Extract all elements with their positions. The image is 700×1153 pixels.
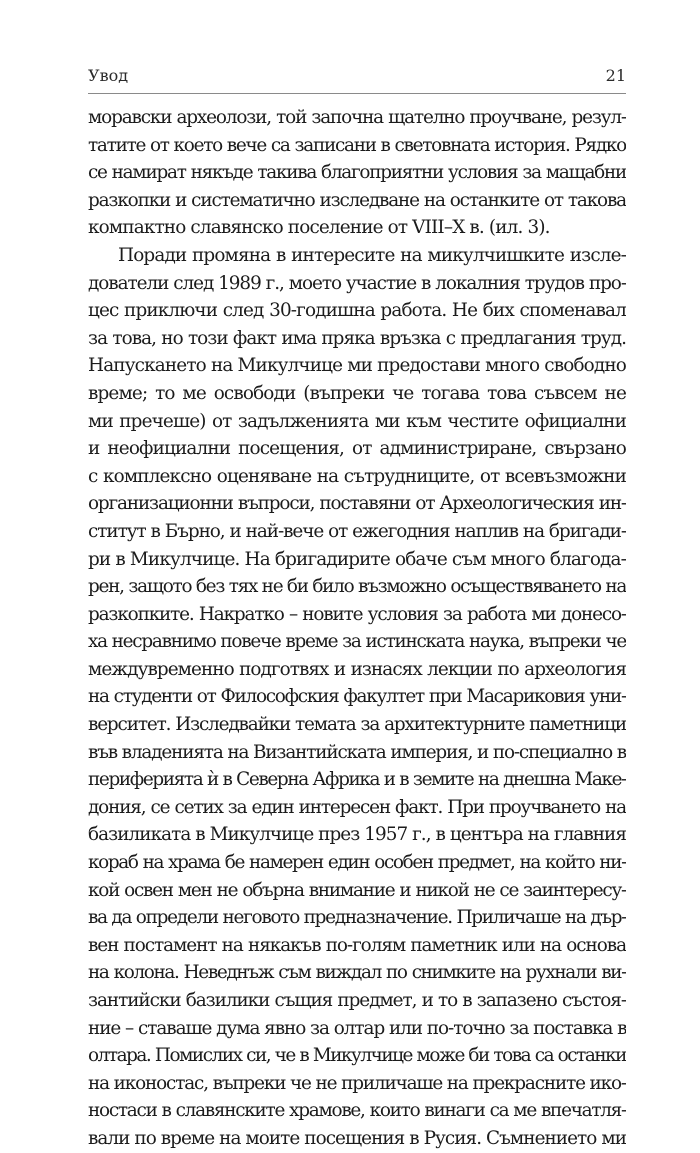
running-header — [88, 64, 626, 88]
text-line: ха несравнимо повече време за истинската наука, въпреки че — [88, 631, 626, 653]
text-line: компактно славянско поселение от VIII–X в. (ил. 3). — [88, 217, 550, 239]
text-line: базиликата в Микулчице през 1957 г., в центъра на главния — [88, 824, 626, 846]
text-line: Поради промяна в интересите на микулчишките изсле- — [118, 244, 626, 266]
header-rule — [88, 93, 626, 94]
text-line: олтара. Помислих си, че в Микулчице може би това са останки — [88, 1045, 626, 1067]
text-line: на колона. Неведнъж съм виждал по снимките на рухнали ви- — [88, 962, 626, 984]
text-line: Напускането на Микулчице ми предостави много свободно — [88, 355, 626, 377]
text-line: и неофициални посещения, от администриране, свързано — [88, 438, 626, 460]
page-number: 21 — [605, 66, 626, 85]
text-line: ри в Микулчице. На бригадирите обаче съм много благода- — [88, 548, 626, 570]
text-line: във владенията на Византийската империя, и по-специално в — [88, 741, 626, 763]
text-line: разкопките. Накратко – новите условия за работа ми донесо- — [88, 603, 626, 625]
text-line: организационни въпроси, поставяни от Археологическия ин- — [88, 493, 626, 515]
text-line: на студенти от Философския факултет при Масариковия уни- — [88, 686, 626, 708]
text-line: на иконостас, въпреки че не приличаше на прекрасните ико- — [88, 1072, 626, 1094]
text-line: кой освен мен не обърна внимание и никой не се заинтересу- — [88, 879, 626, 901]
text-line: кораб на храма бе намерен един особен предмет, на който ни- — [88, 852, 626, 874]
text-line: ностаси в славянските храмове, които винаги са ме впечатля- — [88, 1100, 626, 1122]
text-line: периферията ѝ в Северна Африка и в земите на днешна Маке- — [88, 769, 626, 791]
text-line: вали по време на моите посещения в Русия. Съмнението ми — [88, 1127, 626, 1149]
text-line: зантийски базилики същия предмет, и то в запазено състоя- — [88, 990, 626, 1011]
text-line: цес приключи след 30-годишна работа. Не бих споменавал — [88, 300, 626, 322]
text-line: верситет. Изследвайки темата за архитектурните паметници — [88, 714, 626, 736]
text-line: рен, защото без тях не би било възможно осъществяването на — [88, 576, 626, 598]
text-line: междувременно подготвях и изнасях лекции по археология — [88, 658, 626, 680]
text-line: дония, се сетих за един интересен факт. При проучването на — [88, 796, 626, 818]
section-title: Увод — [88, 66, 129, 85]
text-line: разкопки и систематично изследване на останките от такова — [88, 189, 626, 211]
text-line: моравски археолози, той започна щателно проучване, резул- — [88, 107, 626, 128]
text-line: ми пречеше) от задълженията ми към честите официални — [88, 410, 626, 432]
text-line: дователи след 1989 г., моето участие в локалния трудов про- — [88, 272, 626, 294]
text-line: за това, но този факт има пряка връзка с предлагания труд. — [88, 327, 626, 349]
text-line: време; то ме освободи (въпреки че тогава това съвсем не — [88, 382, 626, 404]
text-line: ститут в Бърно, и най-вече от ежегодния наплив на бригади- — [88, 520, 626, 542]
text-line: с комплексно оценяване на сътрудниците, от всевъзможни — [88, 465, 626, 487]
text-line: татите от което вече са записани в световната история. Рядко — [88, 134, 626, 156]
text-line: вен постамент на някакъв по-голям паметник или на основа — [88, 934, 626, 956]
text-line: ва да определи неговото предназначение. Приличаше на дър- — [88, 907, 626, 929]
body-text — [88, 104, 626, 1153]
text-line: ние – ставаше дума явно за олтар или по-точно за поставка в — [88, 1017, 626, 1039]
text-line: се намират някъде такива благоприятни условия за мащабни — [88, 162, 626, 184]
